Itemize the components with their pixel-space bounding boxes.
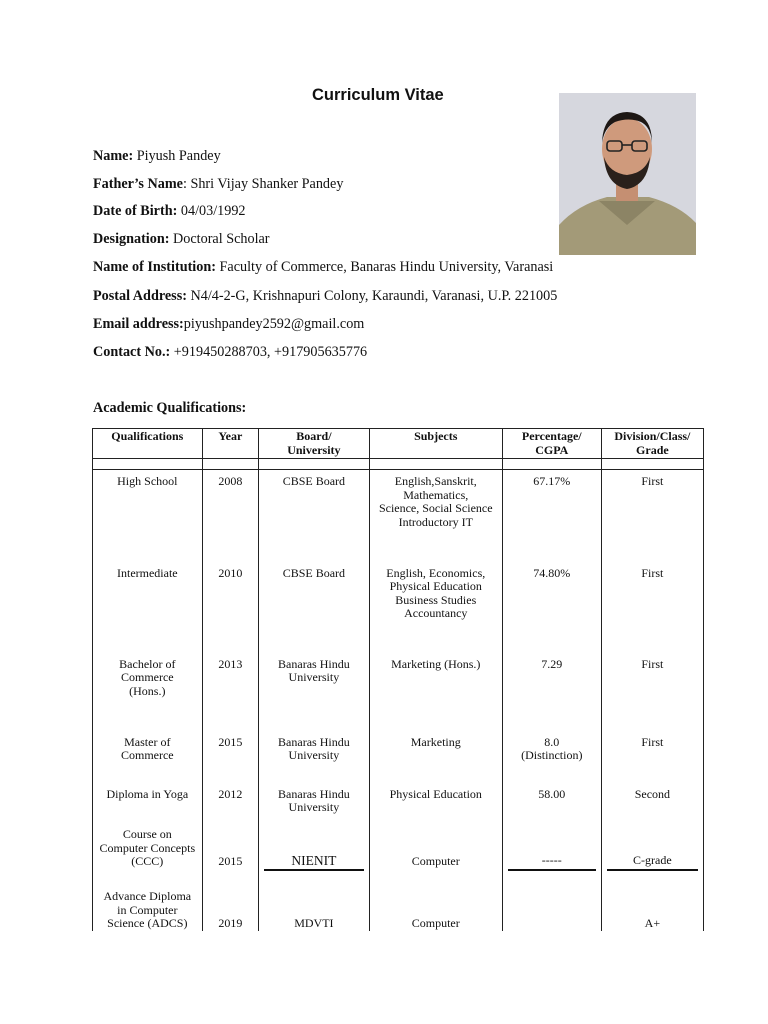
table-row: [93, 788, 704, 817]
score-cell: 67.17%: [502, 470, 601, 567]
year-cell: 2008: [202, 470, 258, 567]
board-cell: Banaras Hindu University: [259, 736, 370, 788]
grade-cell: C-grade: [601, 817, 703, 873]
board-cell: MDVTI: [259, 873, 370, 931]
dob-value: 04/03/1992: [180, 203, 246, 219]
designation-label: Designation:: [93, 231, 170, 247]
contact-label: Contact No.:: [93, 344, 171, 360]
header-year: Year: [202, 429, 258, 459]
grade-cell: First: [601, 567, 703, 658]
score-cell: 8.0 (Distinction): [502, 736, 601, 788]
board-cell: CBSE Board: [259, 567, 370, 658]
year-cell: 2015: [202, 817, 258, 873]
subjects-cell: Computer: [369, 873, 502, 931]
father-name-separator: :: [182, 176, 187, 192]
institution-value: Faculty of Commerce, Banaras Hindu University, Varanasi: [219, 259, 554, 275]
score-cell: 7.29: [502, 658, 601, 736]
dob-field: [93, 203, 246, 220]
board-cell: CBSE Board: [259, 470, 370, 567]
qualification-cell: High School: [93, 470, 203, 567]
subjects-cell: English, Economics, Physical Education Business Studies Accountancy: [369, 567, 502, 658]
table-header-row: [93, 429, 704, 459]
institution-field: [93, 259, 553, 276]
subjects-cell: Marketing (Hons.): [369, 658, 502, 736]
table-row: [93, 658, 704, 736]
postal-address-field: [93, 288, 557, 305]
qualification-cell: Course on Computer Concepts (CCC): [93, 817, 203, 873]
board-cell: Banaras Hindu University: [259, 788, 370, 817]
contact-value: +919450288703, +917905635776: [173, 344, 368, 360]
year-cell: 2012: [202, 788, 258, 817]
score-cell: 74.80%: [502, 567, 601, 658]
year-cell: 2015: [202, 736, 258, 788]
grade-cell: First: [601, 736, 703, 788]
email-label: Email address:: [93, 316, 184, 332]
year-cell: 2010: [202, 567, 258, 658]
postal-address-value: N4/4-2-G, Krishnapuri Colony, Karaundi, Varanasi, U.P. 221005: [190, 288, 558, 304]
table-row: [93, 736, 704, 788]
score-cell: 58.00: [502, 788, 601, 817]
table-row: [93, 873, 704, 931]
dob-label: Date of Birth:: [93, 203, 178, 219]
email-field: [93, 316, 364, 333]
subjects-cell: Computer: [369, 817, 502, 873]
contact-field: [93, 344, 367, 361]
grade-cell: A+: [601, 873, 703, 931]
academic-heading: Academic Qualifications:: [93, 400, 247, 416]
institution-label: Name of Institution:: [93, 259, 216, 275]
designation-value: Doctoral Scholar: [173, 231, 270, 247]
table-spacer-row: [93, 459, 704, 470]
board-cell: Banaras Hindu University: [259, 658, 370, 736]
father-name-value: Shri Vijay Shanker Pandey: [190, 176, 344, 192]
header-division: Division/Class/ Grade: [601, 429, 703, 459]
year-cell: 2019: [202, 873, 258, 931]
year-cell: 2013: [202, 658, 258, 736]
subjects-cell: Physical Education: [369, 788, 502, 817]
subjects-cell: Marketing: [369, 736, 502, 788]
subjects-cell: English,Sanskrit, Mathematics, Science, Social Science Introductory IT: [369, 470, 502, 567]
name-value: Piyush Pandey: [136, 148, 221, 164]
father-name-field: [93, 176, 343, 193]
qualification-cell: Bachelor of Commerce (Hons.): [93, 658, 203, 736]
score-cell: [502, 873, 601, 931]
cv-title: Curriculum Vitae: [312, 86, 444, 104]
name-field: [93, 148, 221, 165]
qualification-cell: Master of Commerce: [93, 736, 203, 788]
father-name-label: Father’s Name: [93, 176, 183, 192]
header-board: Board/ University: [259, 429, 370, 459]
designation-field: [93, 231, 270, 248]
qualification-cell: Intermediate: [93, 567, 203, 658]
table-row: [93, 567, 704, 658]
qualification-cell: Diploma in Yoga: [93, 788, 203, 817]
board-cell: NIENIT: [259, 817, 370, 873]
profile-photo: [559, 93, 696, 255]
grade-cell: First: [601, 470, 703, 567]
table-row: [93, 470, 704, 567]
academic-qualifications-table: [92, 428, 704, 931]
qualification-cell: Advance Diploma in Computer Science (ADCS): [93, 873, 203, 931]
table-row: [93, 817, 704, 873]
header-subjects: Subjects: [369, 429, 502, 459]
header-percentage: Percentage/ CGPA: [502, 429, 601, 459]
name-label: Name:: [93, 148, 134, 164]
score-cell: -----: [502, 817, 601, 873]
grade-cell: First: [601, 658, 703, 736]
postal-address-label: Postal Address:: [93, 288, 187, 304]
email-value[interactable]: piyushpandey2592@gmail.com: [183, 316, 365, 332]
grade-cell: Second: [601, 788, 703, 817]
header-qualifications: Qualifications: [93, 429, 203, 459]
